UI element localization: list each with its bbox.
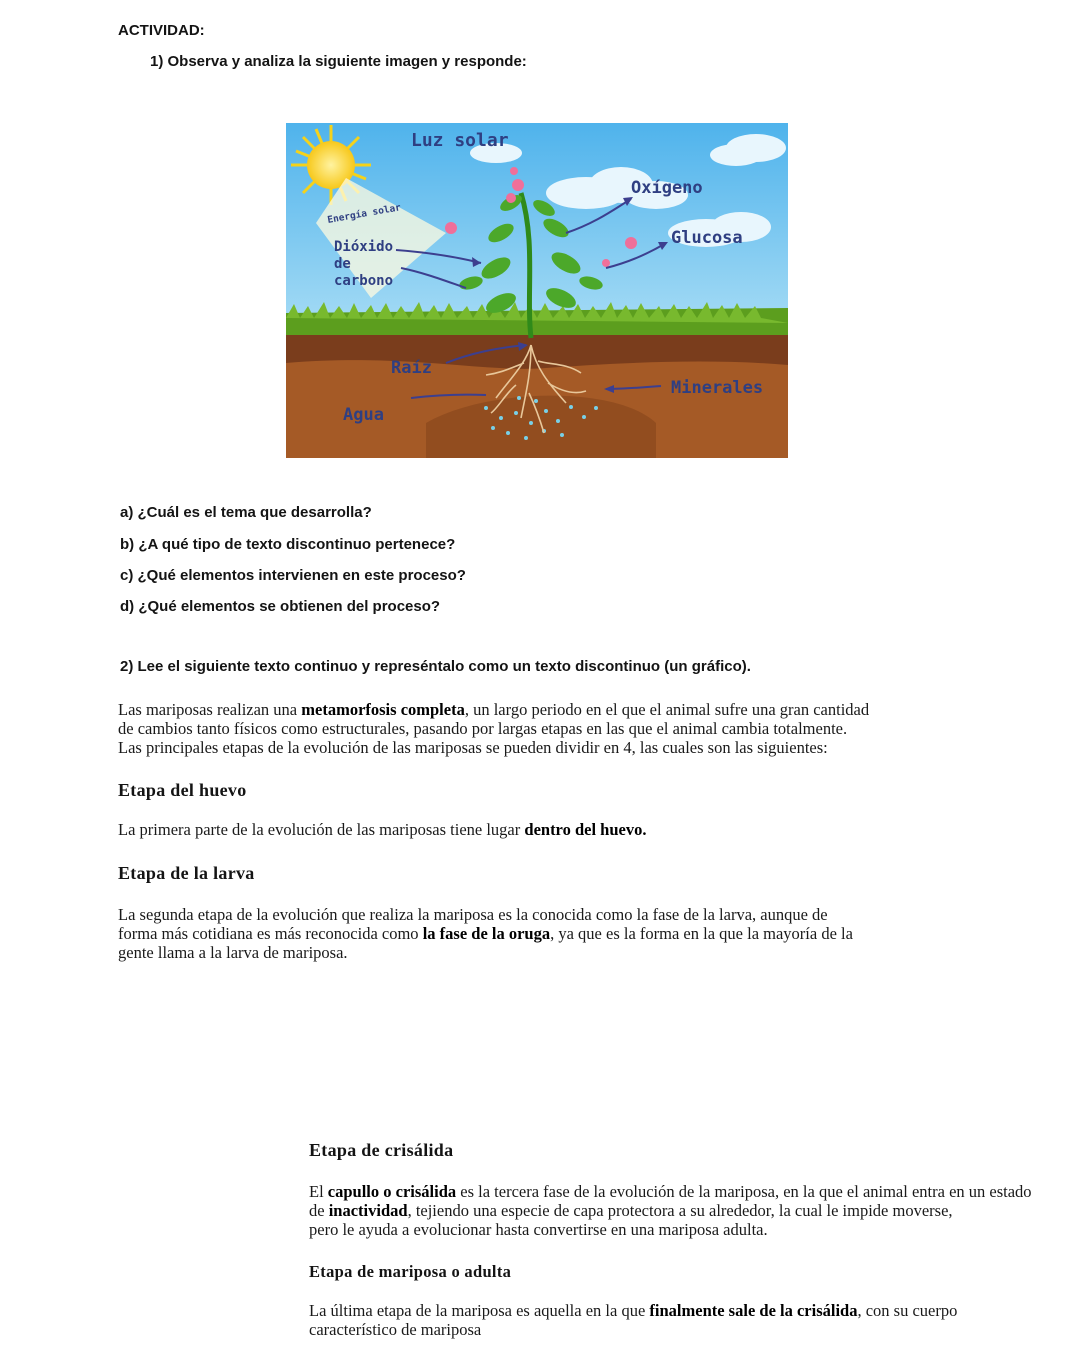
label-root: Raíz [391, 358, 432, 378]
label-co2-1: Dióxido [334, 239, 394, 255]
adult-stage-text: La última etapa de la mariposa es aquella en la que finalmente sale de la crisálida, con su cuerpo característico de mariposa [309, 1301, 958, 1339]
question-a: a) ¿Cuál es el tema que desarrolla? [120, 504, 372, 521]
label-oxygen: Oxígeno [631, 178, 703, 198]
larva-stage-title: Etapa de la larva [118, 863, 255, 883]
question-c: c) ¿Qué elementos intervienen en este proceso? [120, 567, 466, 584]
activity-title: ACTIVIDAD: [118, 22, 205, 39]
egg-stage-text: La primera parte de la evolución de las mariposas tiene lugar dentro del huevo. [118, 820, 647, 839]
label-sun: Luz solar [411, 130, 509, 151]
question-d: d) ¿Qué elementos se obtienen del proceso? [120, 598, 441, 615]
chrysalis-stage-text: El capullo o crisálida es la tercera fase de la evolución de la mariposa, en la que el animal entra en un estado de inactividad, tejiendo una especie de capa protectora a su alrededor, la cual le impide moverse, pero le ayuda a evolucionar hasta convertirse en una mariposa adulta. [309, 1182, 1032, 1239]
intro-line-3: Las principales etapas de la evolución de las mariposas se pueden dividir en 4, las cuales son las siguientes: [118, 738, 828, 757]
question-1: 1) Observa y analiza la siguiente imagen y responde: [150, 53, 527, 70]
intro-paragraph [118, 700, 869, 757]
intro-line-1: Las mariposas realizan una metamorfosis completa, un largo periodo en el que el animal sufre una gran cantidad [118, 700, 870, 719]
chrysalis-stage-title: Etapa de crisálida [309, 1140, 454, 1160]
label-water: Agua [343, 405, 384, 425]
egg-stage-title: Etapa del huevo [118, 780, 247, 800]
label-minerals: Minerales [671, 378, 764, 398]
label-energy: Energía solar [326, 202, 402, 226]
question-b: b) ¿A qué tipo de texto discontinuo pertenece? [120, 536, 456, 553]
label-co2-3: carbono [334, 273, 394, 289]
label-glucose: Glucosa [671, 228, 743, 248]
photosynthesis-figure [286, 123, 788, 458]
label-co2-2: de [334, 256, 351, 272]
larva-stage-text: La segunda etapa de la evolución que realiza la mariposa es la conocida como la fase de la larva, aunque de forma más cotidiana es más reconocida como la fase de la oruga, ya que es la forma en la que la mayoría de la gente llama a la larva de mariposa. [118, 905, 853, 962]
intro-line-2: de cambios tanto físicos como estructurales, pasando por largas etapas en las que el animal cambia totalmente. [118, 719, 848, 738]
question-2: 2) Lee el siguiente texto continuo y represéntalo como un texto discontinuo (un gráfico). [120, 658, 751, 675]
adult-stage-title: Etapa de mariposa o adulta [309, 1262, 512, 1281]
